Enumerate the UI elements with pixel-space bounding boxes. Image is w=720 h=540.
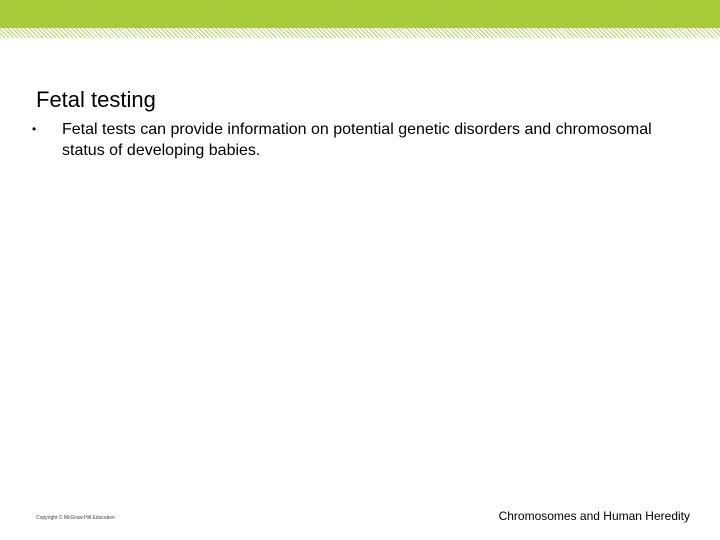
slide-title: Fetal testing — [36, 87, 156, 112]
bullet-item — [32, 119, 672, 161]
bullet-marker: • — [32, 122, 37, 136]
header-green-band — [0, 0, 720, 28]
bullet-text: Fetal tests can provide information on potential genetic disorders and chromosomal status of developing babies. — [62, 121, 652, 159]
header-stripe-pattern — [0, 28, 720, 38]
footer-chapter-title: Chromosomes and Human Heredity — [498, 509, 690, 523]
copyright-notice: Copyright © McGraw-Hill Education — [36, 515, 115, 521]
bullet-list — [32, 119, 672, 161]
